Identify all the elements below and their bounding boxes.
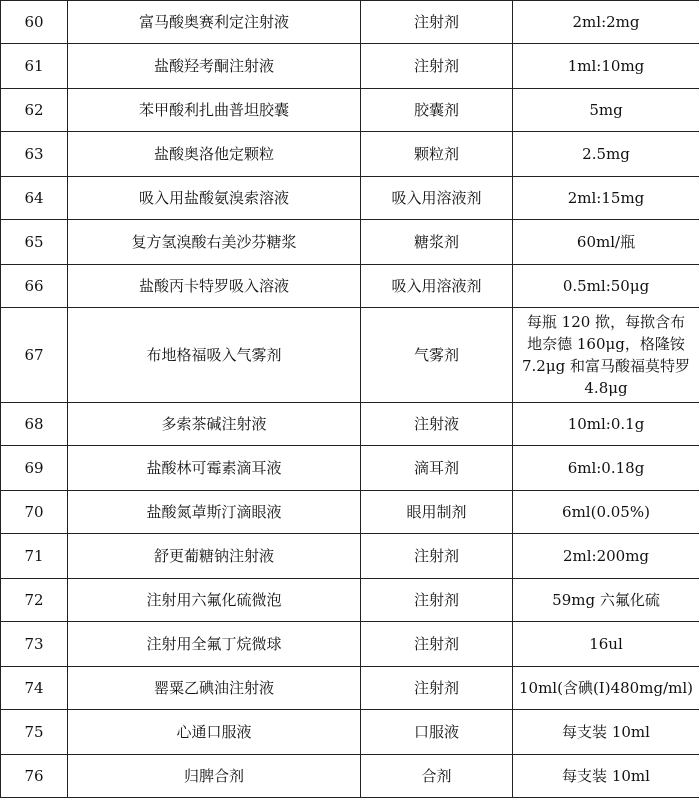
specification: 1ml:10mg [513, 44, 699, 89]
table-row [1, 710, 699, 755]
drug-name: 苯甲酸利扎曲普坦胶囊 [68, 89, 361, 132]
row-number: 63 [1, 132, 68, 177]
drug-name: 罂粟乙碘油注射液 [68, 667, 361, 710]
table-row [1, 534, 699, 579]
specification: 2ml:2mg [513, 1, 699, 44]
row-number: 61 [1, 44, 68, 89]
table-row [1, 755, 699, 798]
row-number: 69 [1, 446, 68, 491]
table-row [1, 132, 699, 177]
table-row [1, 265, 699, 308]
table-row [1, 446, 699, 491]
specification: 6ml(0.05%) [513, 491, 699, 534]
dosage-form: 口服液 [361, 710, 513, 755]
dosage-form: 注射剂 [361, 1, 513, 44]
table-row [1, 308, 699, 403]
table-row [1, 177, 699, 220]
specification: 10ml:0.1g [513, 403, 699, 446]
table-row [1, 491, 699, 534]
dosage-form: 眼用制剂 [361, 491, 513, 534]
row-number: 71 [1, 534, 68, 579]
row-number: 76 [1, 755, 68, 798]
dosage-form: 糖浆剂 [361, 220, 513, 265]
row-number: 70 [1, 491, 68, 534]
row-number: 67 [1, 308, 68, 403]
specification: 2ml:200mg [513, 534, 699, 579]
row-number: 72 [1, 579, 68, 622]
dosage-form: 滴耳剂 [361, 446, 513, 491]
dosage-form: 气雾剂 [361, 308, 513, 403]
row-number: 68 [1, 403, 68, 446]
row-number: 64 [1, 177, 68, 220]
dosage-form: 吸入用溶液剂 [361, 265, 513, 308]
specification: 0.5ml:50μg [513, 265, 699, 308]
specification: 2.5mg [513, 132, 699, 177]
dosage-form: 注射剂 [361, 667, 513, 710]
drug-name: 吸入用盐酸氨溴索溶液 [68, 177, 361, 220]
drug-name: 盐酸羟考酮注射液 [68, 44, 361, 89]
specification-line: 7.2μg 和富马酸福莫特罗 [522, 357, 690, 375]
specification-line: 地奈德 160μg，格隆铵 [527, 335, 685, 353]
drug-name: 舒更葡糖钠注射液 [68, 534, 361, 579]
specification: 60ml/瓶 [513, 220, 699, 265]
row-number: 60 [1, 1, 68, 44]
drug-name: 盐酸林可霉素滴耳液 [68, 446, 361, 491]
drug-name: 注射用全氟丁烷微球 [68, 622, 361, 667]
table-row [1, 89, 699, 132]
drug-name: 盐酸丙卡特罗吸入溶液 [68, 265, 361, 308]
drug-name: 多索茶碱注射液 [68, 403, 361, 446]
specification: 5mg [513, 89, 699, 132]
dosage-form: 注射剂 [361, 579, 513, 622]
specification-line: 每瓶 120 揿，每揿含布 [526, 313, 686, 331]
dosage-form: 注射剂 [361, 534, 513, 579]
row-number: 62 [1, 89, 68, 132]
table-row [1, 579, 699, 622]
drug-name: 富马酸奥赛利定注射液 [68, 1, 361, 44]
table-row [1, 403, 699, 446]
specification: 59mg 六氟化硫 [513, 579, 699, 622]
drug-name: 注射用六氟化硫微泡 [68, 579, 361, 622]
drug-name: 归脾合剂 [68, 755, 361, 798]
table-row [1, 220, 699, 265]
drug-name: 心通口服液 [68, 710, 361, 755]
row-number: 73 [1, 622, 68, 667]
specification: 2ml:15mg [513, 177, 699, 220]
row-number: 74 [1, 667, 68, 710]
drug-name: 盐酸奥洛他定颗粒 [68, 132, 361, 177]
specification-line: 4.8μg [584, 379, 628, 397]
specification: 10ml(含碘(I)480mg/ml) [513, 667, 699, 710]
table-row [1, 667, 699, 710]
specification: 6ml:0.18g [513, 446, 699, 491]
drug-name: 复方氢溴酸右美沙芬糖浆 [68, 220, 361, 265]
table-row [1, 44, 699, 89]
dosage-form: 颗粒剂 [361, 132, 513, 177]
dosage-form: 吸入用溶液剂 [361, 177, 513, 220]
row-number: 65 [1, 220, 68, 265]
drug-name: 盐酸氮䓬斯汀滴眼液 [68, 491, 361, 534]
drug-name: 布地格福吸入气雾剂 [68, 308, 361, 403]
table-row [1, 1, 699, 44]
row-number: 66 [1, 265, 68, 308]
table-row [1, 622, 699, 667]
row-number: 75 [1, 710, 68, 755]
specification [513, 308, 699, 403]
specification: 每支装 10ml [513, 755, 699, 798]
specification: 每支装 10ml [513, 710, 699, 755]
dosage-form: 注射剂 [361, 622, 513, 667]
dosage-form: 注射液 [361, 403, 513, 446]
dosage-form: 合剂 [361, 755, 513, 798]
dosage-form: 注射剂 [361, 44, 513, 89]
specification: 16ul [513, 622, 699, 667]
dosage-form: 胶囊剂 [361, 89, 513, 132]
